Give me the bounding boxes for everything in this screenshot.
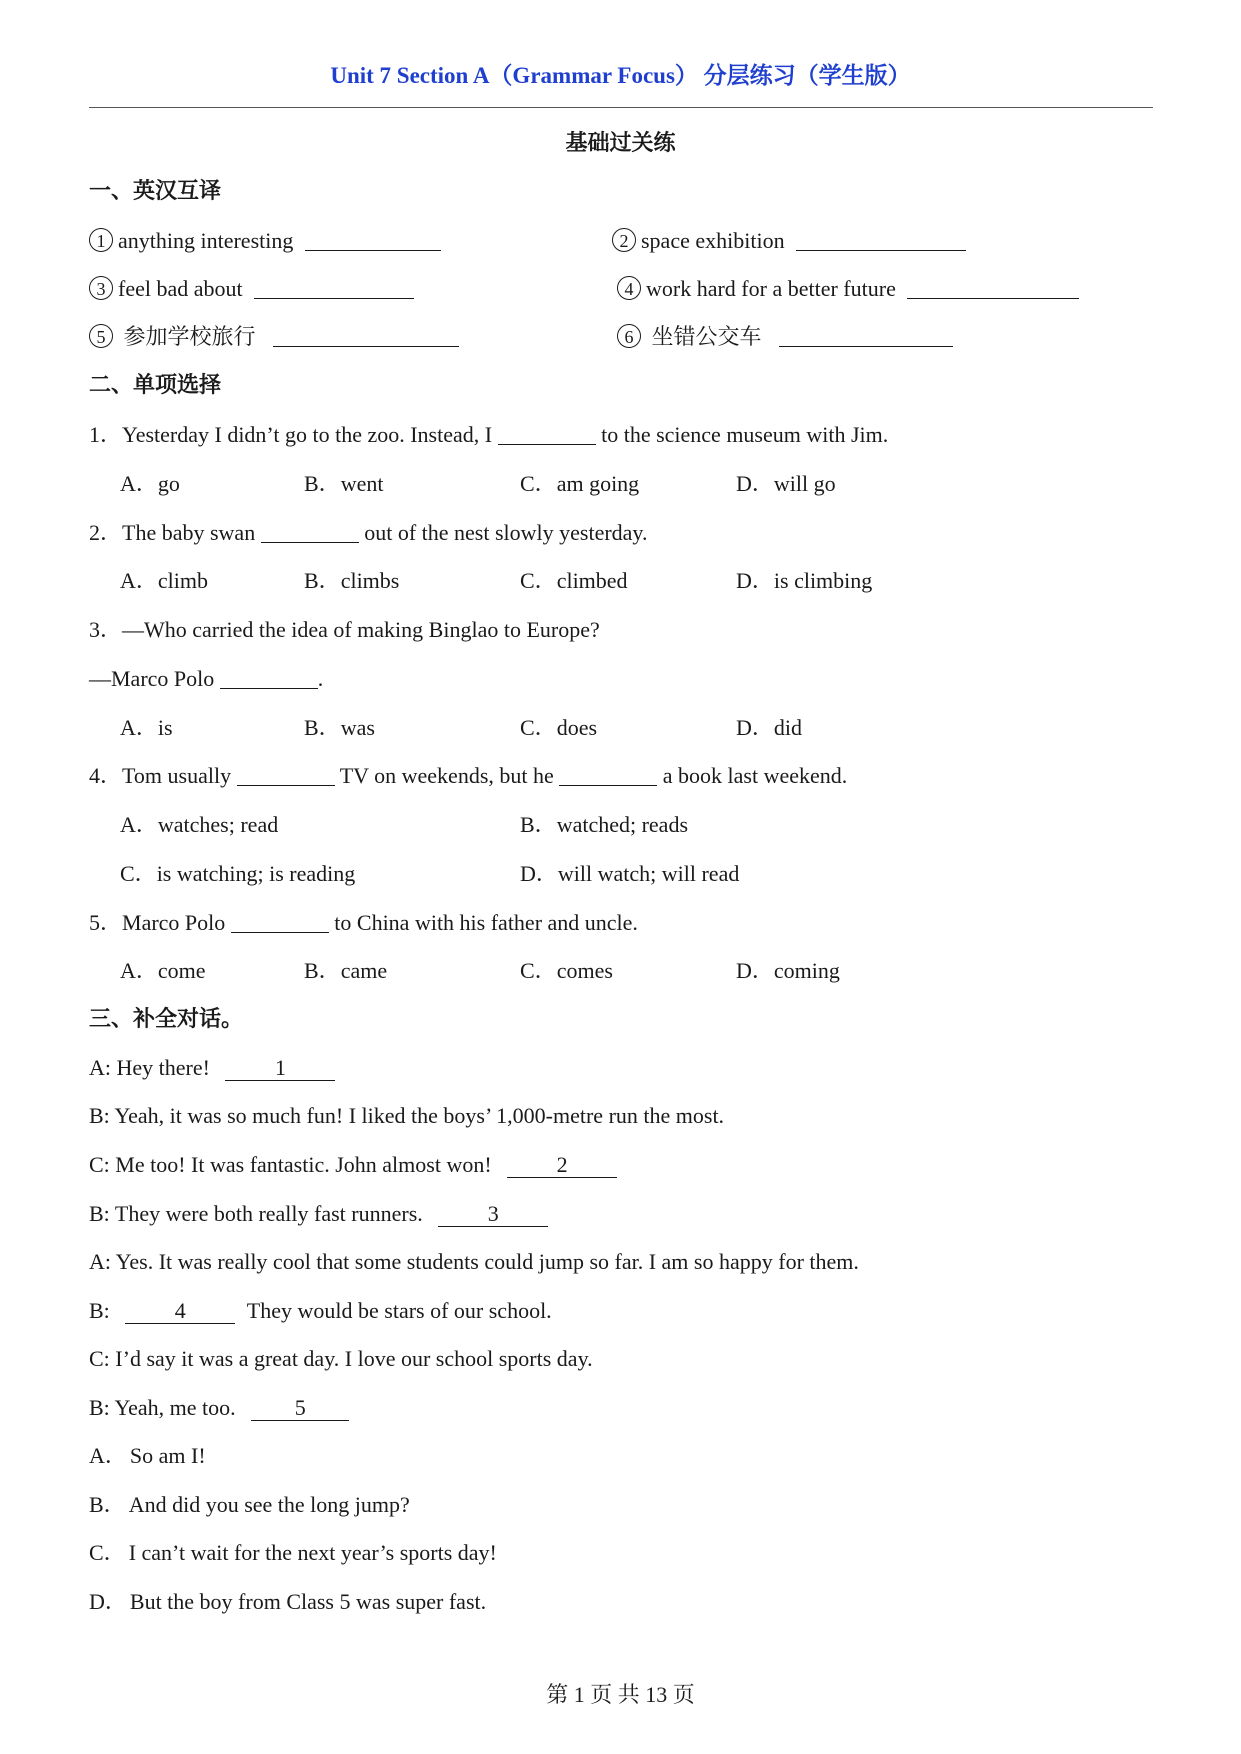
dialogue-line: C: I’d say it was a great day. I love our school sports day. <box>89 1346 593 1371</box>
stem-text: —Marco Polo <box>89 666 215 691</box>
answer-blank <box>273 326 459 347</box>
answer-blank <box>796 230 966 251</box>
question-stem <box>89 520 648 546</box>
stem-text: The baby swan <box>122 520 256 545</box>
dialogue-line: B: Yeah, me too. 5 <box>89 1395 349 1421</box>
dialogue-line: A: Hey there! 1 <box>89 1055 335 1081</box>
choice-option: C．comes <box>520 958 613 983</box>
page-header-title: Unit 7 Section A（Grammar Focus） 分层练习（学生版） <box>330 63 911 88</box>
answer-blank <box>261 522 359 543</box>
item-text: feel bad about <box>118 276 243 301</box>
choice-option: D．will go <box>736 471 836 496</box>
translate-item <box>89 228 441 254</box>
numbered-blank: 4 <box>125 1299 235 1324</box>
item-text: space exhibition <box>641 228 785 253</box>
question-number: 3． <box>89 617 123 642</box>
stem-text: a book last weekend. <box>662 763 848 788</box>
question-number: 5． <box>89 910 123 935</box>
question-stem <box>89 666 323 692</box>
choice-option: D．will watch; will read <box>520 861 740 886</box>
translate-item <box>612 228 966 254</box>
translate-item <box>617 324 953 350</box>
answer-blank <box>231 912 329 933</box>
dialogue-line: B: 4 They would be stars of our school. <box>89 1298 552 1323</box>
choice-option: D．did <box>736 715 803 740</box>
choice-option: C．is watching; is reading <box>120 861 356 886</box>
choice-option: C．does <box>520 715 598 740</box>
choice-option: D．is climbing <box>736 568 873 593</box>
dialogue-option: D． But the boy from Class 5 was super fast. <box>89 1589 487 1614</box>
answer-blank <box>220 668 318 689</box>
item-number: 4 <box>617 276 641 300</box>
dialogue-line: A: Yes. It was really cool that some students could jump so far. I am so happy for them. <box>89 1249 859 1274</box>
item-text: 坐错公交车 <box>651 324 762 349</box>
page-footer: 第 1 页 共 13 页 <box>546 1682 695 1707</box>
translate-item <box>89 276 414 302</box>
answer-blank <box>907 278 1079 299</box>
stem-text: Marco Polo <box>122 910 226 935</box>
translate-item <box>89 324 459 350</box>
answer-blank <box>559 765 657 786</box>
question-number: 1． <box>89 422 123 447</box>
question-stem <box>89 763 847 789</box>
item-text: anything interesting <box>118 228 294 253</box>
item-number: 1 <box>89 228 113 252</box>
choice-option: D．coming <box>736 958 840 983</box>
choice-option: A．go <box>120 471 180 496</box>
stem-text: TV on weekends, but he <box>339 763 554 788</box>
stem-text: to China with his father and uncle. <box>334 910 638 935</box>
choice-option: A．come <box>120 958 206 983</box>
choice-option: B．watched; reads <box>520 812 689 837</box>
dialogue-line: C: Me too! It was fantastic. John almost won! 2 <box>89 1152 617 1178</box>
answer-blank <box>779 326 953 347</box>
section-heading: 二、单项选择 <box>89 372 222 397</box>
numbered-blank: 5 <box>251 1396 349 1421</box>
question-stem <box>89 910 638 936</box>
dialogue-option: A． So am I! <box>89 1443 206 1468</box>
section-heading: 一、英汉互译 <box>89 178 222 203</box>
choice-option: A．watches; read <box>120 812 279 837</box>
choice-option: C．climbed <box>520 568 628 593</box>
dialogue-line: B: Yeah, it was so much fun! I liked the boys’ 1,000-metre run the most. <box>89 1103 725 1128</box>
question-stem <box>89 617 600 643</box>
choice-option: A．climb <box>120 568 208 593</box>
choice-option: A．is <box>120 715 173 740</box>
dialogue-line: B: They were both really fast runners. 3 <box>89 1201 548 1227</box>
item-number: 2 <box>612 228 636 252</box>
answer-blank <box>254 278 414 299</box>
item-number: 6 <box>617 324 641 348</box>
item-number: 3 <box>89 276 113 300</box>
item-text: work hard for a better future <box>646 276 896 301</box>
answer-blank <box>498 424 596 445</box>
stem-text: out of the nest slowly yesterday. <box>364 520 648 545</box>
choice-option: B．climbs <box>304 568 400 593</box>
question-number: 4． <box>89 763 123 788</box>
numbered-blank: 2 <box>507 1153 617 1178</box>
numbered-blank: 1 <box>225 1056 335 1081</box>
item-text: 参加学校旅行 <box>123 324 256 349</box>
stem-text: . <box>317 666 324 691</box>
answer-blank <box>305 230 441 251</box>
choice-option: B．went <box>304 471 384 496</box>
stem-text: Tom usually <box>122 763 232 788</box>
question-number: 2． <box>89 520 123 545</box>
item-number: 5 <box>89 324 113 348</box>
level-title: 基础过关练 <box>565 130 676 155</box>
answer-blank <box>237 765 335 786</box>
choice-option: B．came <box>304 958 388 983</box>
numbered-blank: 3 <box>438 1202 548 1227</box>
stem-text: to the science museum with Jim. <box>601 422 889 447</box>
section-heading: 三、补全对话。 <box>89 1006 244 1031</box>
stem-text: Yesterday I didn’t go to the zoo. Instead, I <box>122 422 493 447</box>
stem-text: —Who carried the idea of making Binglao to Europe? <box>122 617 600 642</box>
translate-item <box>617 276 1079 302</box>
dialogue-option: C． I can’t wait for the next year’s sports day! <box>89 1540 497 1565</box>
choice-option: C．am going <box>520 471 640 496</box>
header-divider <box>89 107 1153 108</box>
dialogue-option: B． And did you see the long jump? <box>89 1492 410 1517</box>
question-stem <box>89 422 888 448</box>
choice-option: B．was <box>304 715 375 740</box>
